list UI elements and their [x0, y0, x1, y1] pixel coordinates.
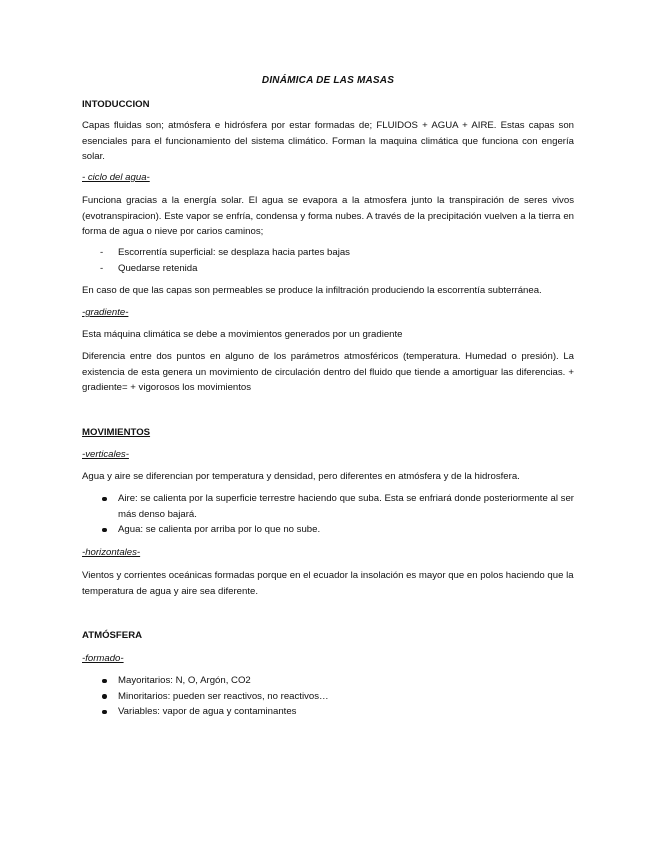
document-title: DINÁMICA DE LAS MASAS	[261, 75, 395, 86]
verticales-heading: -verticales-	[82, 449, 129, 460]
horizontales-heading: -horizontales-	[82, 547, 141, 558]
list-item: Variables: vapor de agua y contaminantes	[82, 704, 574, 720]
dash-marker: -	[100, 247, 104, 258]
verticales-list	[82, 491, 574, 538]
dash-marker: -	[100, 262, 104, 274]
movimientos-paragraph-2: Vientos y corrientes oceánicas formadas porque en el ecuador la insolación es mayor que en polos haciendo que la temperatura de agua y aire sea diferente.	[82, 570, 574, 597]
formado-list	[82, 673, 574, 720]
list-item: Agua: se calienta por arriba por lo que no sube.	[82, 522, 574, 538]
movimientos-paragraph-1: Agua y aire se diferencian por temperatura y densidad, pero diferentes en atmósfera y de la hidrosfera.	[82, 471, 520, 482]
intro-paragraph-2: Funciona gracias a la energía solar. El agua se evapora a la atmosfera junto la transpiración de seres vivos (evotranspiracion). Este vapor se enfría, condensa y forma nubes. A través de la precipitación vuelven a la tierra en forma de agua o nieve por carios caminos;	[82, 195, 574, 237]
intro-paragraph-4: Esta máquina climática se debe a movimientos generados por un gradiente	[82, 329, 403, 340]
movimientos-heading: MOVIMIENTOS	[82, 427, 151, 438]
intro-paragraph-3: En caso de que las capas son permeables se produce la infiltración produciendo la escorrentía subterránea.	[82, 285, 542, 296]
bullet-icon	[102, 710, 107, 715]
intro-paragraph-5: Diferencia entre dos puntos en alguno de los parámetros atmosféricos (temperatura. Humedad o presión). La existencia de esta genera un movimiento de circulación dentro del fluido que tiende a amortiguar las diferencias. + gradiente= + vigorosos los movimientos	[82, 351, 574, 393]
bullet-icon	[102, 497, 107, 502]
bullet-icon	[102, 694, 107, 699]
intro-heading: INTODUCCION	[82, 99, 150, 110]
bullet-icon	[102, 679, 107, 684]
atmosfera-heading: ATMÓSFERA	[82, 630, 143, 641]
list-item: Aire: se calienta por la superficie terrestre haciendo que suba. Esta se enfriará donde posteriormente al ser más denso bajará.	[82, 491, 574, 522]
list-item: Mayoritarios: N, O, Argón, CO2	[82, 673, 574, 689]
list-item: - Escorrentía superficial: se desplaza hacia partes bajas	[82, 245, 574, 261]
formado-heading: -formado-	[82, 653, 124, 664]
ciclo-agua-heading: - ciclo del agua-	[82, 172, 150, 183]
intro-paragraph-1: Capas fluidas son; atmósfera e hidrósfera por estar formadas de; FLUIDOS + AGUA + AIRE. Estas capas son esenciales para el funcionamiento del sistema climático. Forman la maquina climática que funciona con engería solar.	[82, 120, 574, 162]
list-item: - Quedarse retenida	[82, 261, 574, 277]
gradiente-heading: -gradiente-	[82, 307, 129, 318]
ciclo-list	[82, 245, 574, 276]
bullet-icon	[102, 528, 107, 533]
list-item: Minoritarios: pueden ser reactivos, no reactivos…	[82, 689, 574, 705]
